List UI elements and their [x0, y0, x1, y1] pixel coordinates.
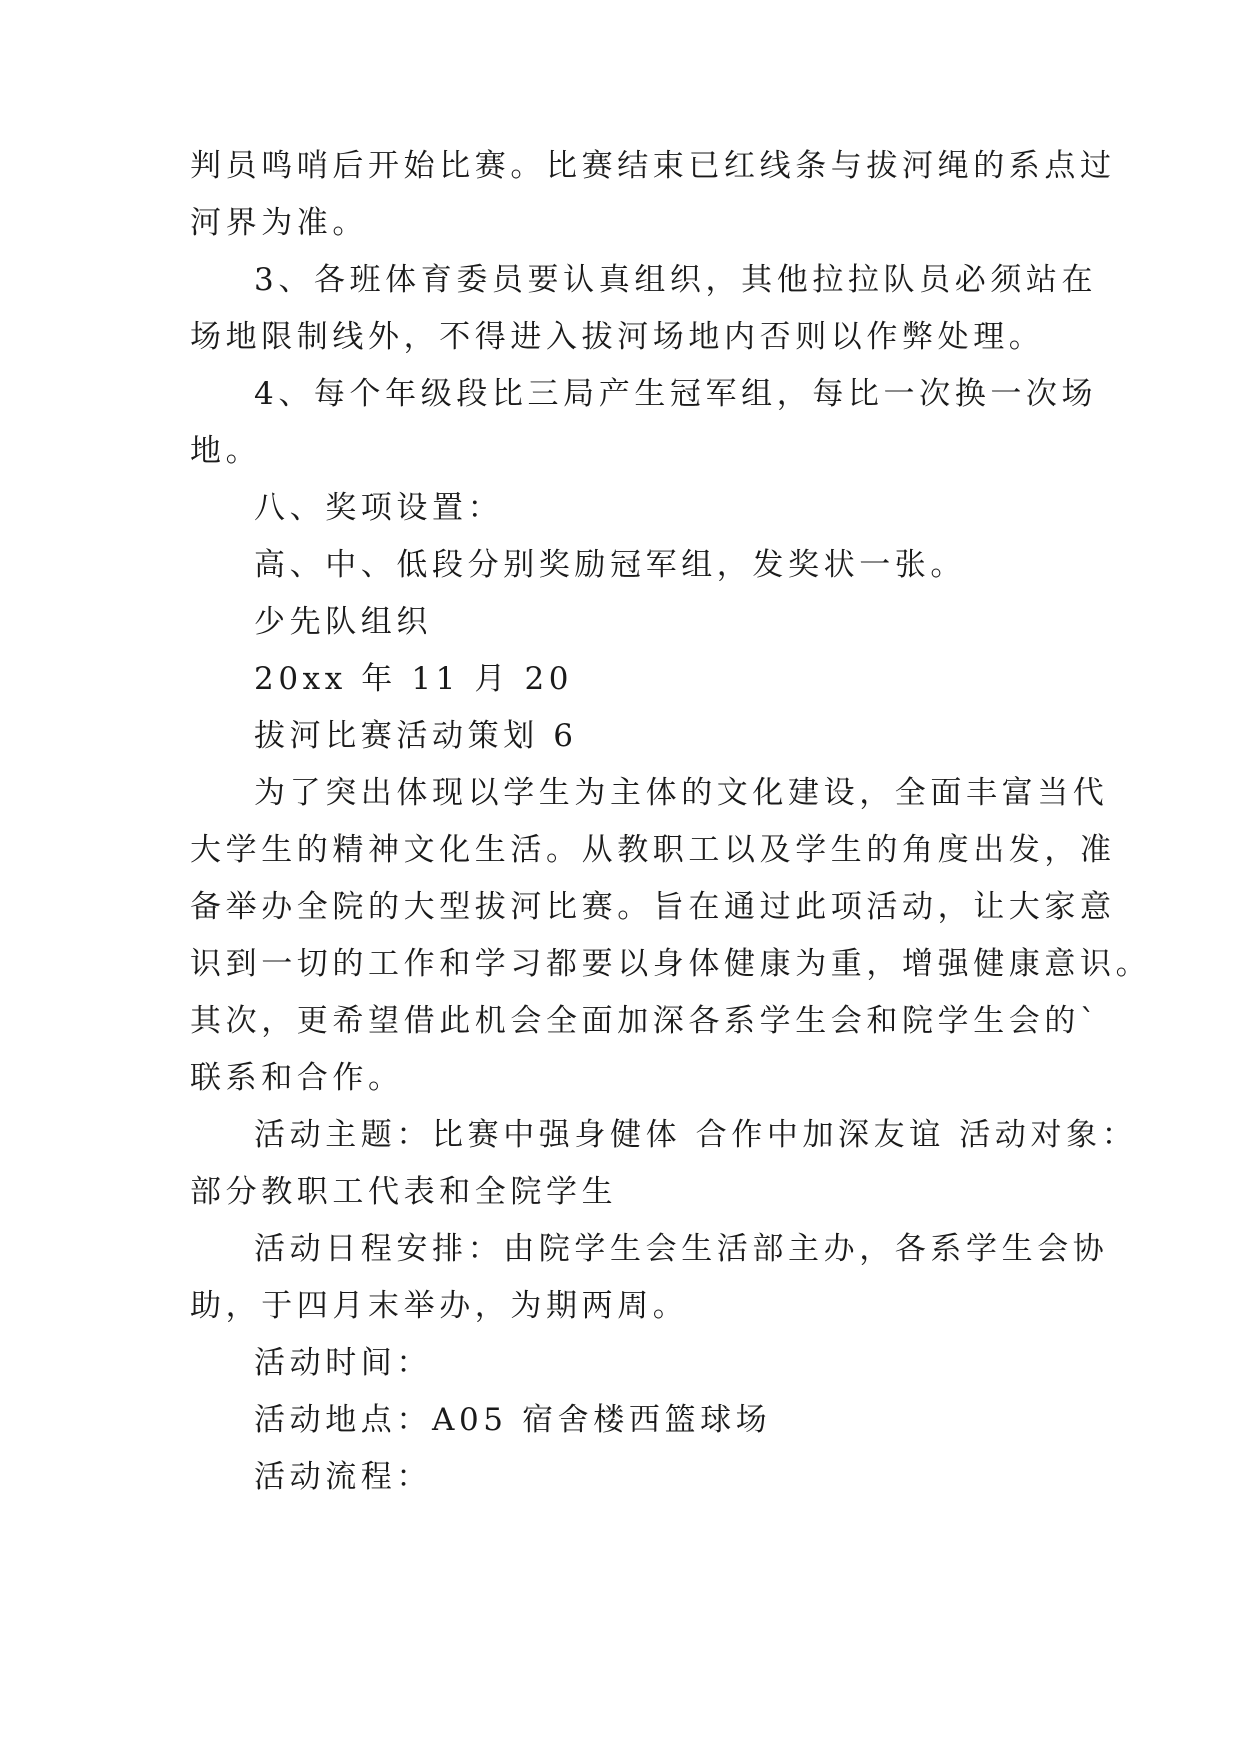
text-line: 助，于四月末举办，为期两周。	[190, 1288, 689, 1324]
date-line: 20xx 年 11 月 20	[254, 661, 574, 697]
text-line: 3、各班体育委员要认真组织，其他拉拉队员必须站在	[254, 262, 1098, 298]
text-line: 活动主题：比赛中强身健体 合作中加深友谊 活动对象：	[254, 1117, 1138, 1153]
text-line: 部分教职工代表和全院学生	[190, 1174, 618, 1210]
document-title: 拔河比赛活动策划 6	[254, 718, 578, 754]
text-line: 识到一切的工作和学习都要以身体健康为重，增强健康意识。	[190, 946, 1152, 982]
text-line: 场地限制线外，不得进入拔河场地内否则以作弊处理。	[190, 319, 1045, 355]
text-line: 活动流程：	[254, 1459, 432, 1495]
text-line: 4、每个年级段比三局产生冠军组，每比一次换一次场	[254, 376, 1098, 412]
section-heading: 八、奖项设置：	[254, 490, 504, 526]
text-line: 地。	[190, 433, 262, 469]
organizer-signature: 少先队组织	[254, 604, 432, 640]
text-line: 备举办全院的大型拔河比赛。旨在通过此项活动，让大家意	[190, 889, 1116, 925]
text-line: 为了突出体现以学生为主体的文化建设，全面丰富当代	[254, 775, 1109, 811]
text-line: 高、中、低段分别奖励冠军组，发奖状一张。	[254, 547, 966, 583]
text-line: 判员鸣哨后开始比赛。比赛结束已红线条与拔河绳的系点过	[190, 148, 1116, 184]
text-line: 其次，更希望借此机会全面加深各系学生会和院学生会的`	[190, 1003, 1101, 1039]
text-line: 活动地点：A05 宿舍楼西篮球场	[254, 1402, 772, 1438]
text-line: 联系和合作。	[190, 1060, 404, 1096]
text-line: 活动时间：	[254, 1345, 432, 1381]
text-line: 河界为准。	[190, 205, 368, 241]
text-line: 大学生的精神文化生活。从教职工以及学生的角度出发，准	[190, 832, 1116, 868]
text-line: 活动日程安排：由院学生会生活部主办，各系学生会协	[254, 1231, 1109, 1267]
